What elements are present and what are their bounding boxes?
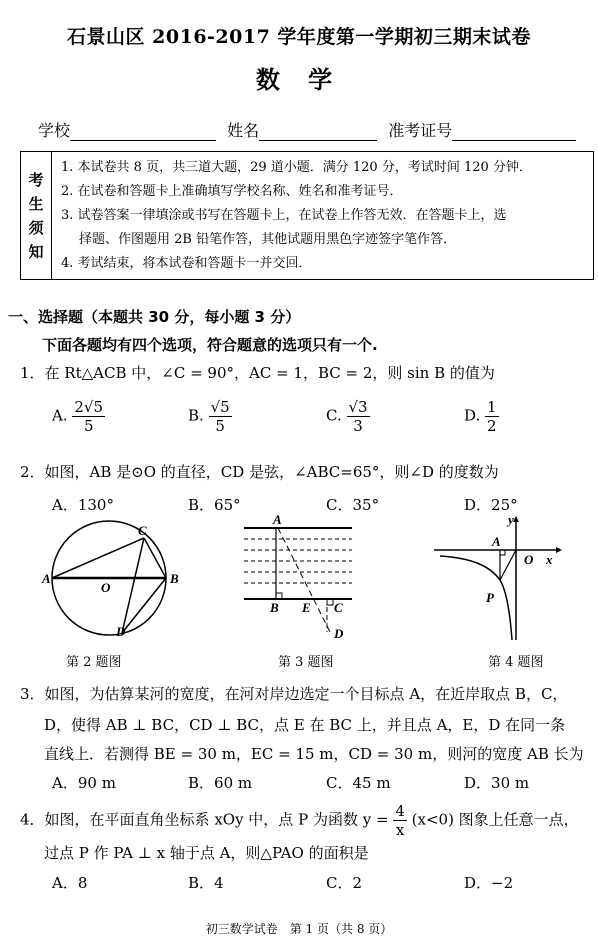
- notice-item: 3. 试卷答案一律填涂或书写在答题卡上，在试卷上作答无效．在答题卡上，选: [61, 208, 507, 223]
- q3-option-c[interactable]: C．45 m: [326, 774, 391, 792]
- name-field[interactable]: [259, 122, 377, 141]
- fig4-label-o: O: [524, 552, 534, 567]
- fig2-label-d: D: [116, 624, 126, 639]
- question-2-stem: 2．如图，AB 是⊙O 的直径，CD 是弦，∠ABC=65°，则∠D 的度数为: [20, 463, 499, 481]
- exam-id-label: 准考证号: [388, 121, 453, 140]
- question-3-line-3: 直线上．若测得 BE = 30 m，EC = 15 m，CD = 30 m，则河的宽度 AB 长为: [44, 745, 584, 763]
- notice-item: 4. 考试结束，将本试卷和答题卡一并交回．: [61, 256, 312, 271]
- fig3-label-e: E: [302, 600, 311, 615]
- fig3-label-a: A: [273, 512, 282, 527]
- notice-items: [61, 156, 532, 276]
- q4-option-c[interactable]: C．2: [326, 874, 363, 892]
- question-3-line-2: D，使得 AB ⊥ BC，CD ⊥ BC，点 E 在 BC 上，并且点 A，E，D 在同一条: [44, 716, 566, 734]
- figure-4-coordinate-plane: [432, 512, 562, 644]
- q4-function-fraction: $\frac{4}{x}$: [395, 802, 405, 839]
- fig4-label-a: A: [492, 534, 501, 549]
- school-label: 学校: [38, 121, 71, 140]
- q1-d-fraction: $\frac{1}{2}$: [487, 398, 497, 435]
- student-info-fields: [38, 118, 576, 141]
- figure-4-caption: 第 4 题图: [488, 655, 544, 670]
- fig2-label-o: O: [101, 580, 111, 595]
- figure-2-caption: 第 2 题图: [66, 655, 122, 670]
- q1-c-fraction: $\frac{√3}{3}$: [348, 398, 368, 435]
- q4-option-a[interactable]: A．8: [52, 874, 88, 892]
- figure-3-caption: 第 3 题图: [278, 655, 334, 670]
- q1-option-d[interactable]: D. $\frac{1}{2}$: [464, 398, 497, 435]
- page-footer: 初三数学试卷 第 1 页（共 8 页）: [205, 922, 393, 936]
- q2-option-c[interactable]: C．35°: [326, 496, 380, 514]
- q1-option-c[interactable]: C. $\frac{√3}{3}$: [326, 398, 368, 435]
- q2-option-d[interactable]: D．25°: [464, 496, 518, 514]
- q2-option-b[interactable]: B．65°: [188, 496, 241, 514]
- fig3-label-b: B: [270, 600, 279, 615]
- notice-item: 择题、作图题用 2B 铅笔作答，其他试题用黑色字迹签字笔作答．: [79, 232, 457, 247]
- q3-option-a[interactable]: A．90 m: [52, 774, 116, 792]
- name-label: 姓名: [227, 121, 260, 140]
- q1-option-a[interactable]: A. $\frac{2√5}{5}$: [52, 398, 104, 435]
- question-3-line-1: 3．如图，为估算某河的宽度，在河对岸边选定一个目标点 A，在近岸取点 B，C，: [20, 685, 568, 703]
- q1-a-fraction: $\frac{2√5}{5}$: [74, 398, 104, 435]
- figure-3-river: [230, 512, 360, 644]
- q3-option-b[interactable]: B．60 m: [188, 774, 253, 792]
- fig3-label-c: C: [334, 600, 343, 615]
- exam-id-field[interactable]: [452, 122, 576, 141]
- notice-item: 1. 本试卷共 8 页，共三道大题，29 道小题．满分 120 分，考试时间 120 分钟．: [61, 160, 532, 175]
- fig4-label-p: P: [486, 590, 494, 605]
- q1-option-b[interactable]: B. $\frac{√5}{5}$: [188, 398, 230, 435]
- q4-option-b[interactable]: B．4: [188, 874, 224, 892]
- fig3-label-d: D: [334, 626, 344, 641]
- question-4-line-1: 4．如图，在平面直角坐标系 xOy 中，点 P 为函数 y = $\frac{4}{x}$ (x<0) 图象上任意一点，: [20, 802, 579, 839]
- fig2-label-a: A: [42, 571, 51, 586]
- notice-side-label: 考 生 须 知: [21, 152, 52, 279]
- q2-option-a[interactable]: A．130°: [52, 496, 114, 514]
- exam-title: 石景山区 2016-2017 学年度第一学期初三期末试卷: [67, 26, 531, 48]
- q4-option-d[interactable]: D．−2: [464, 874, 514, 892]
- notice-item: 2. 在试卷和答题卡上准确填写学校名称、姓名和准考证号．: [61, 184, 403, 199]
- figure-2-circle: [38, 520, 188, 648]
- fig2-label-c: C: [138, 523, 147, 538]
- fig4-label-x: x: [546, 552, 553, 567]
- subject-title: 数 学: [255, 65, 343, 94]
- fig4-label-y: y: [508, 512, 514, 527]
- school-field[interactable]: [70, 122, 216, 141]
- exam-notice-box: [20, 151, 594, 280]
- section-heading: 一、选择题（本题共 30 分，每小题 3 分）: [8, 308, 301, 326]
- question-1-stem: 1．在 Rt△ACB 中，∠C = 90°，AC = 1，BC = 2，则 sin B 的值为: [20, 364, 495, 382]
- q1-b-fraction: $\frac{√5}{5}$: [210, 398, 230, 435]
- question-4-line-2: 过点 P 作 PA ⊥ x 轴于点 A，则△PAO 的面积是: [44, 844, 369, 862]
- section-note: 下面各题均有四个选项，符合题意的选项只有一个.: [42, 336, 378, 354]
- fig2-label-b: B: [170, 571, 179, 586]
- q3-option-d[interactable]: D．30 m: [464, 774, 530, 792]
